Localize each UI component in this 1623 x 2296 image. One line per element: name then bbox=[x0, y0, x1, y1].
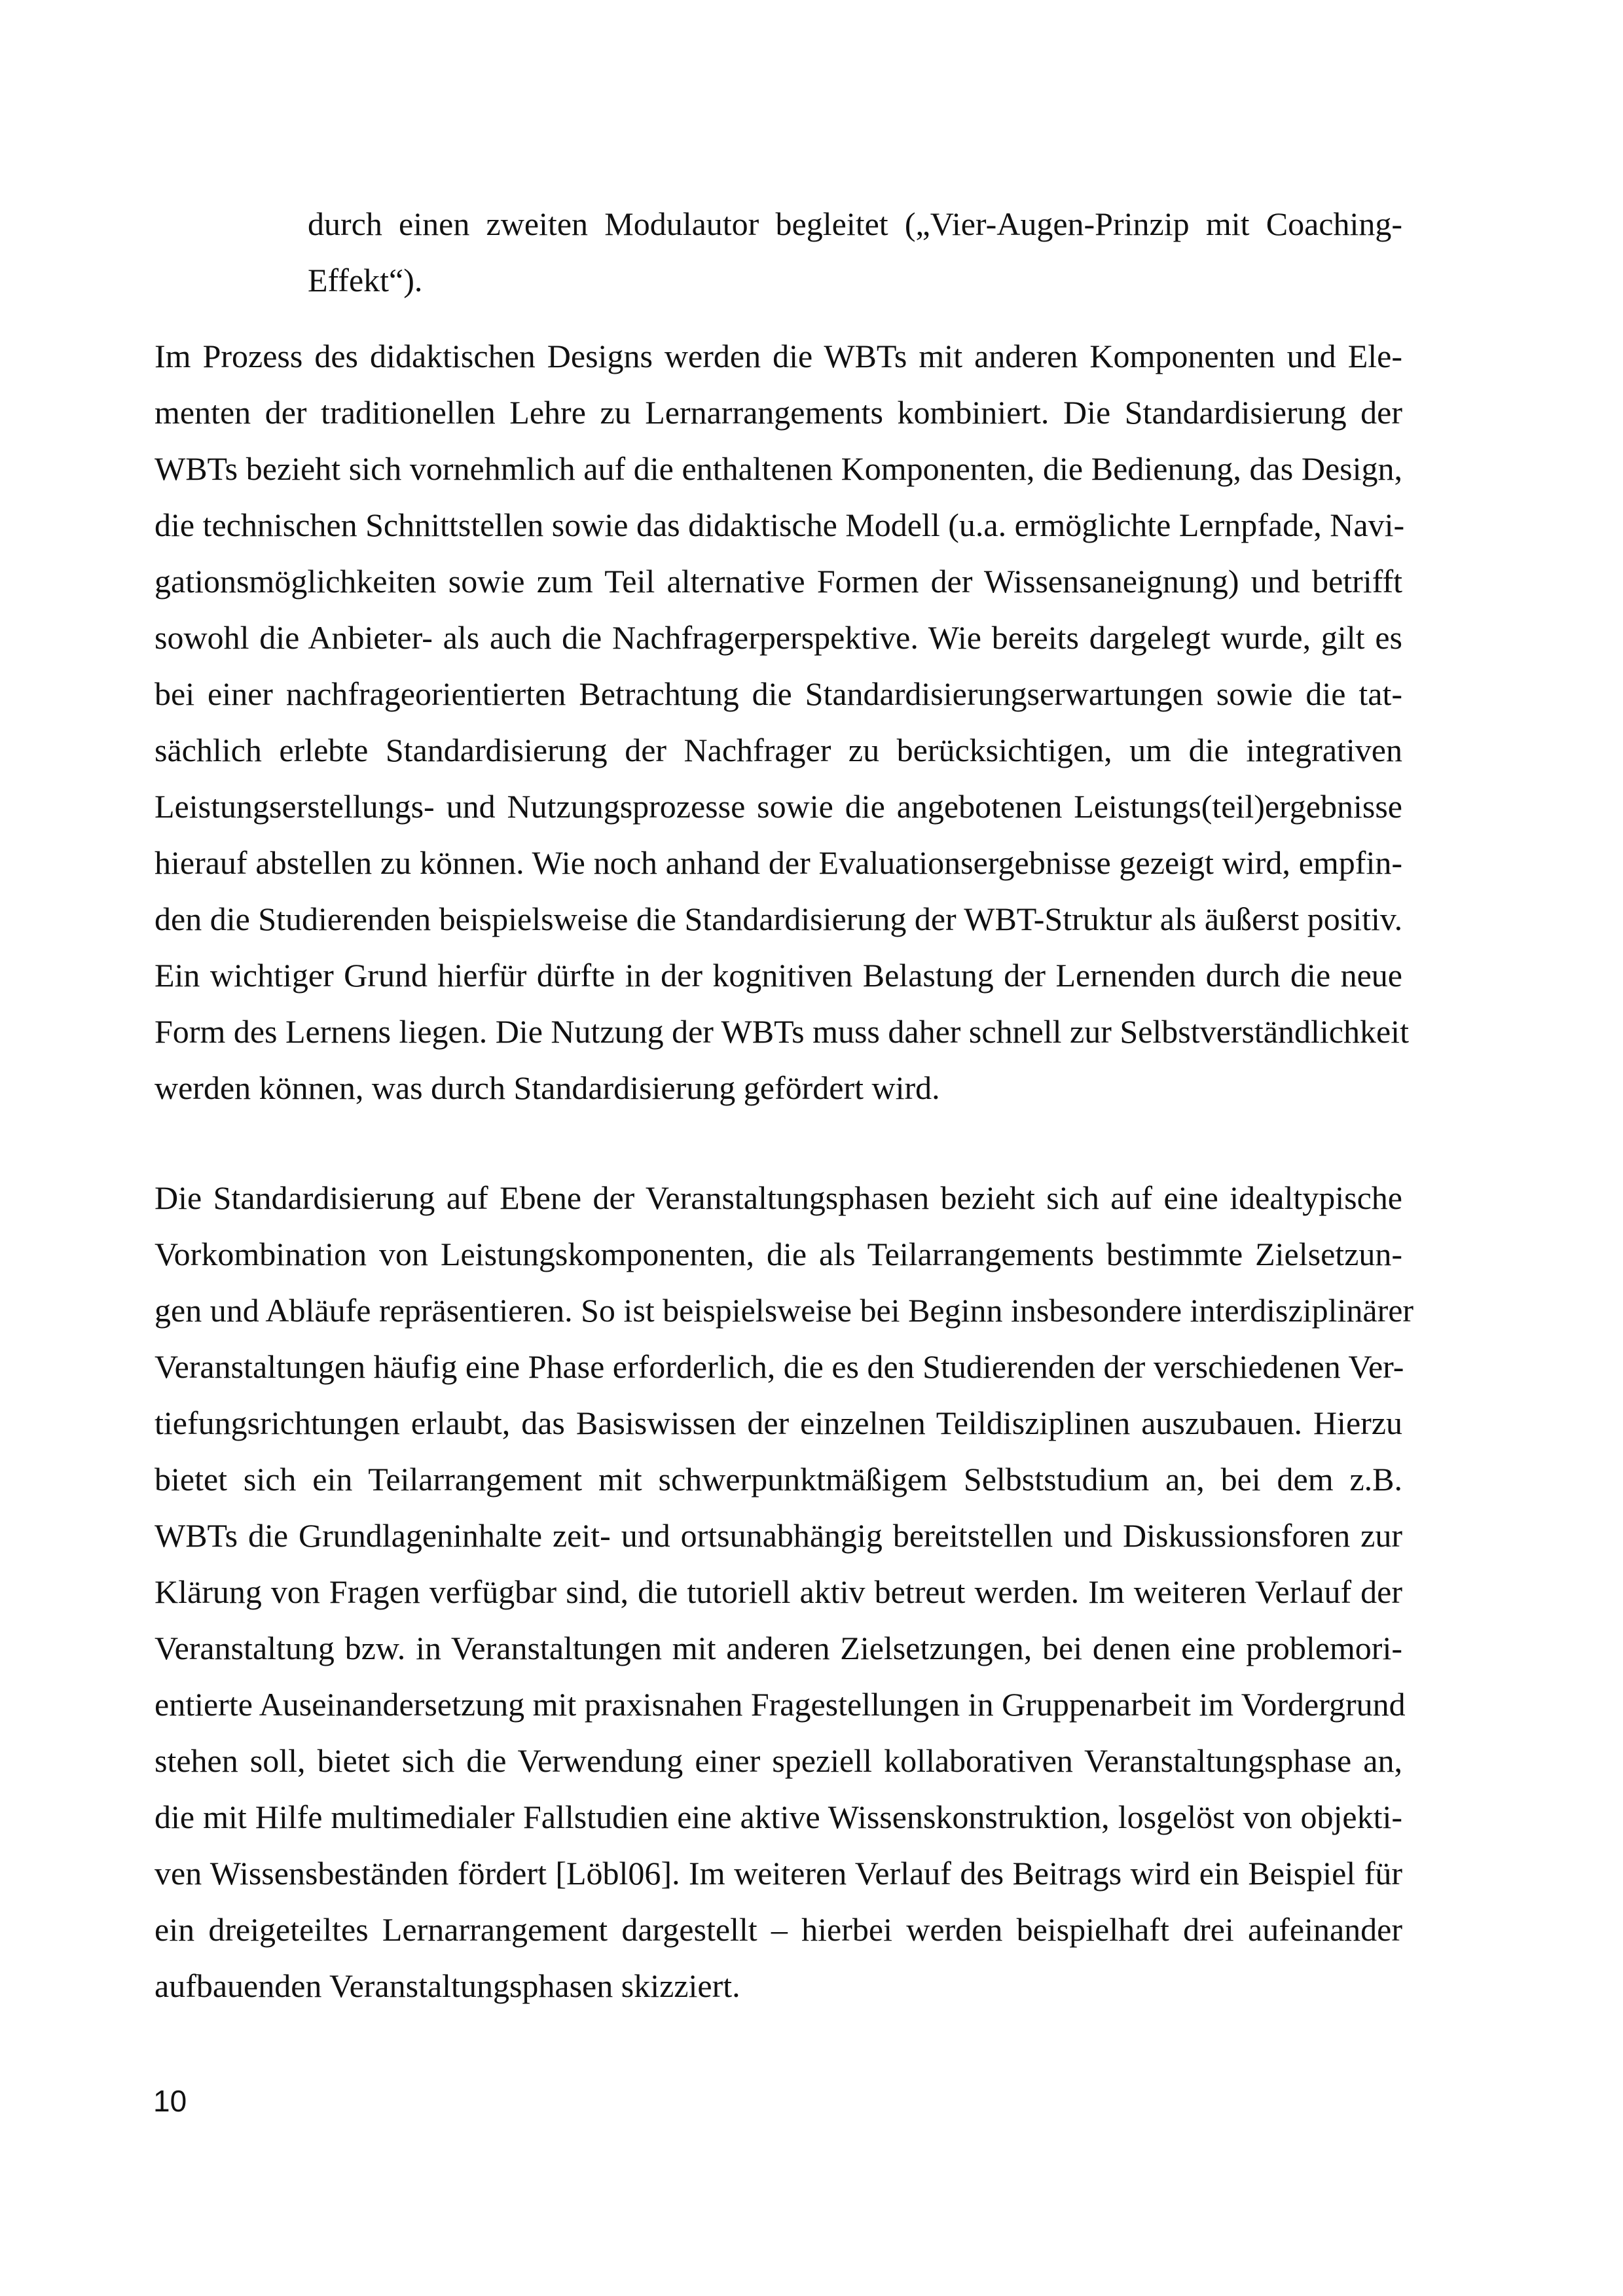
text-line: Klärung von Fragen verfügbar sind, die tutoriell aktiv betreut werden. Im weiteren Verlauf der bbox=[155, 1573, 1402, 1610]
text-line: sowohl die Anbieter- als auch die Nachfragerperspektive. Wie bereits dargelegt wurde, gilt es bbox=[155, 619, 1402, 656]
text-line: hierauf abstellen zu können. Wie noch anhand der Evaluationsergebnisse gezeigt wird, empfin- bbox=[155, 844, 1402, 881]
text-line: ein dreigeteiltes Lernarrangement dargestellt – hierbei werden beispielhaft drei aufeinander bbox=[155, 1911, 1402, 1948]
text-line: Veranstaltung bzw. in Veranstaltungen mit anderen Zielsetzungen, bei denen eine problemori- bbox=[155, 1630, 1402, 1666]
text-line: stehen soll, bietet sich die Verwendung einer speziell kollaborativen Veranstaltungsphase an, bbox=[155, 1742, 1402, 1779]
text-line: entierte Auseinandersetzung mit praxisnahen Fragestellungen in Gruppenarbeit im Vordergrund bbox=[155, 1686, 1406, 1723]
text-line: bietet sich ein Teilarrangement mit schwerpunktmäßigem Selbststudium an, bei dem z.B. bbox=[155, 1461, 1402, 1498]
text-line: die mit Hilfe multimedialer Fallstudien eine aktive Wissenskonstruktion, losgelöst von objekti- bbox=[155, 1799, 1402, 1835]
page-number: 10 bbox=[153, 2084, 187, 2118]
text-line: tiefungsrichtungen erlaubt, das Basiswissen der einzelnen Teildisziplinen auszubauen. Hierzu bbox=[155, 1405, 1402, 1441]
text-line: aufbauenden Veranstaltungsphasen skizziert. bbox=[155, 1967, 740, 2004]
text-line: Ein wichtiger Grund hierfür dürfte in der kognitiven Belastung der Lernenden durch die neue bbox=[155, 957, 1402, 994]
text-line: menten der traditionellen Lehre zu Lernarrangements kombiniert. Die Standardisierung der bbox=[155, 394, 1402, 431]
text-line: WBTs bezieht sich vornehmlich auf die enthaltenen Komponenten, die Bedienung, das Design, bbox=[155, 450, 1402, 487]
text-line: bei einer nachfrageorientierten Betrachtung die Standardisierungserwartungen sowie die tat- bbox=[155, 675, 1402, 712]
text-line: sächlich erlebte Standardisierung der Nachfrager zu berücksichtigen, um die integrativen bbox=[155, 732, 1402, 768]
text-line: Form des Lernens liegen. Die Nutzung der WBTs muss daher schnell zur Selbstverständlichkeit bbox=[155, 1013, 1409, 1050]
text-line: durch einen zweiten Modulautor begleitet („Vier-Augen-Prinzip mit Coaching- bbox=[308, 206, 1402, 242]
text-line: Vorkombination von Leistungskomponenten, die als Teilarrangements bestimmte Zielsetzun- bbox=[155, 1236, 1402, 1272]
text-line: Leistungserstellungs- und Nutzungsprozesse sowie die angebotenen Leistungs(teil)ergebnisse bbox=[155, 788, 1402, 825]
text-line: den die Studierenden beispielsweise die Standardisierung der WBT-Struktur als äußerst positiv. bbox=[155, 901, 1403, 937]
text-line: Im Prozess des didaktischen Designs werden die WBTs mit anderen Komponenten und Ele- bbox=[155, 338, 1402, 374]
text-line: Veranstaltungen häufig eine Phase erforderlich, die es den Studierenden der verschiedenen Ver- bbox=[155, 1348, 1404, 1385]
text-line: Effekt“). bbox=[308, 262, 423, 298]
text-line: ven Wissensbeständen fördert [Löbl06]. Im weiteren Verlauf des Beitrags wird ein Beispiel für bbox=[155, 1855, 1402, 1892]
text-line: Die Standardisierung auf Ebene der Veranstaltungsphasen bezieht sich auf eine idealtypische bbox=[155, 1179, 1402, 1216]
text-line: die technischen Schnittstellen sowie das didaktische Modell (u.a. ermöglichte Lernpfade, Navi- bbox=[155, 507, 1405, 543]
text-line: werden können, was durch Standardisierung gefördert wird. bbox=[155, 1069, 940, 1106]
text-line: gationsmöglichkeiten sowie zum Teil alternative Formen der Wissensaneignung) und betrifft bbox=[155, 563, 1402, 600]
text-line: gen und Abläufe repräsentieren. So ist beispielsweise bei Beginn insbesondere interdisziplinärer bbox=[155, 1292, 1414, 1329]
text-line: WBTs die Grundlageninhalte zeit- und ortsunabhängig bereitstellen und Diskussionsforen zur bbox=[155, 1517, 1402, 1554]
